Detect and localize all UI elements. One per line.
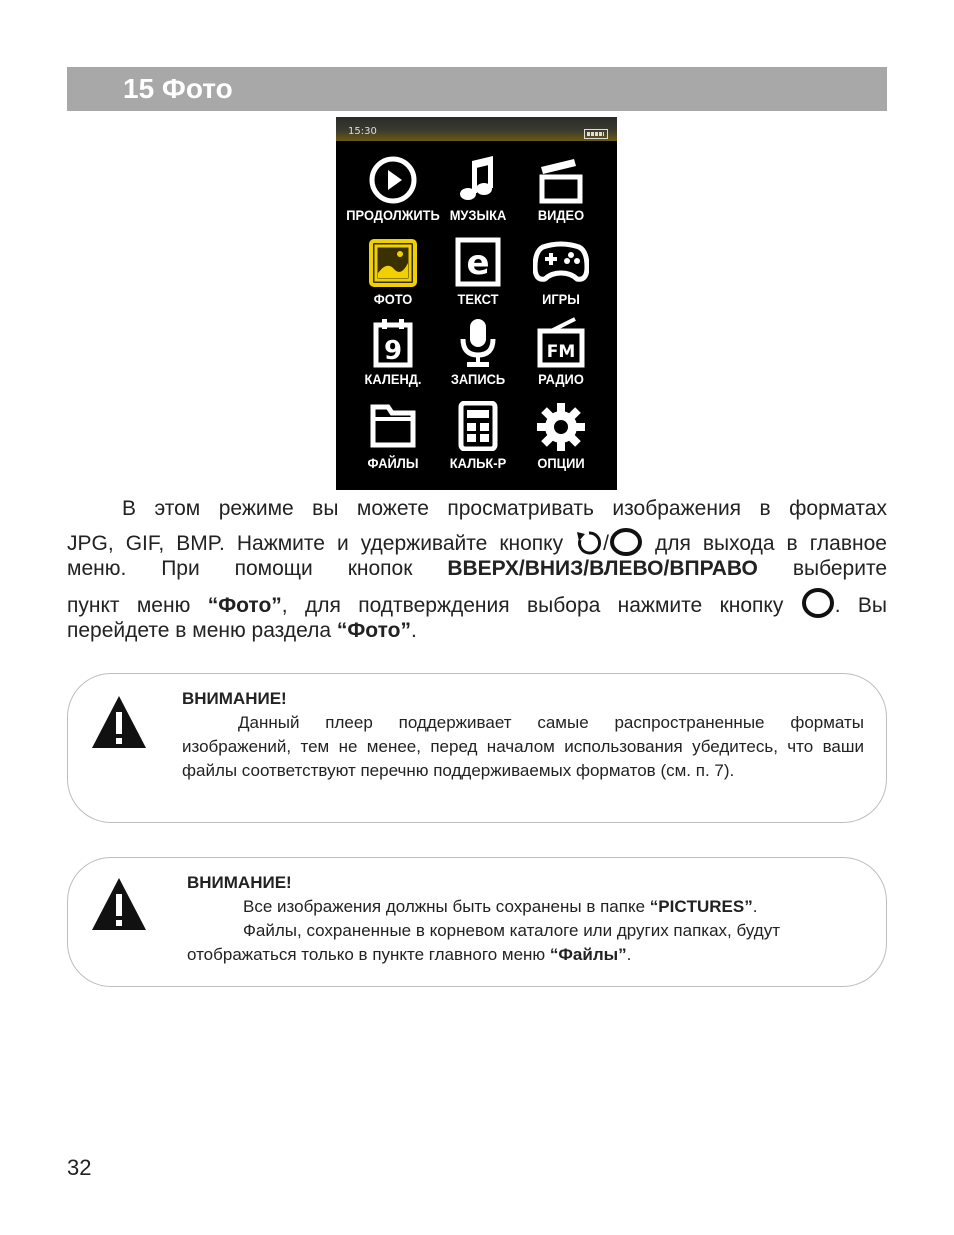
gear-icon [535, 401, 587, 453]
menu-item-games[interactable] [516, 237, 606, 307]
menu-label: ЗАПИСЬ [450, 371, 506, 387]
play-icon [368, 155, 418, 205]
menu-label: ВИДЕО [537, 207, 585, 223]
notice-title: ВНИМАНИЕ! [182, 689, 287, 708]
microphone-icon [453, 317, 503, 369]
menu-label: КАЛЬК-Р [449, 455, 507, 471]
menu-label: ФАЙЛЫ [367, 455, 419, 471]
ebook-icon [453, 237, 503, 287]
body-line-1: В этом режиме вы можете просматривать изображения в форматах [122, 497, 887, 520]
warning-icon [90, 694, 148, 750]
warning-notice-1 [67, 673, 887, 823]
ok-circle-icon [609, 528, 643, 556]
menu-label: ИГРЫ [542, 291, 580, 307]
menu-label: ТЕКСТ [457, 291, 499, 307]
notice-text-line-1: Все изображения должны быть сохранены в папке “PICTURES”. [243, 897, 758, 916]
section-header [67, 67, 887, 111]
page-number: 32 [67, 1155, 92, 1180]
battery-icon [584, 129, 608, 139]
menu-label: ФОТО [373, 291, 413, 307]
menu-item-radio[interactable] [516, 317, 606, 387]
menu-label: ПРОДОЛЖИТЬ [346, 207, 440, 223]
menu-item-photo[interactable] [348, 237, 438, 307]
menu-item-calendar[interactable] [348, 317, 438, 387]
notice-text-line-2: Файлы, сохраненные в корневом каталоге или других папках, будут [243, 921, 781, 940]
svg-text:9: 9 [383, 336, 403, 366]
body-line-2: JPG, GIF, BMP. Нажмите и удерживайте кнопку / для выхода в главное [67, 528, 887, 556]
photo-icon [367, 237, 419, 289]
menu-item-video[interactable] [516, 155, 606, 223]
menu-item-music[interactable] [433, 155, 523, 223]
folder-icon [368, 401, 418, 451]
body-line-4: пункт меню “Фото”, для подтверждения выбора нажмите кнопку . Вы [67, 588, 887, 618]
menu-label: РАДИО [538, 371, 584, 387]
ok-circle-icon [801, 588, 835, 618]
menu-item-files[interactable] [348, 401, 438, 471]
notice-text: Данный плеер поддерживает самые распространенные форматы изображений, тем не менее, перед началом использования убедитесь, что ваши файлы соответствуют перечню поддерживаемых форматов (см. п. 7). [182, 713, 864, 780]
calculator-icon [453, 401, 503, 451]
menu-label: ОПЦИИ [537, 455, 585, 471]
menu-item-calculator[interactable] [433, 401, 523, 471]
section-title: 15 Фото [123, 73, 233, 104]
notice-title: ВНИМАНИЕ! [187, 873, 292, 892]
menu-item-options[interactable] [516, 401, 606, 471]
notice-text-line-3: отображаться только в пункте главного меню “Файлы”. [187, 945, 632, 964]
gamepad-icon [533, 237, 589, 287]
radio-icon [535, 317, 587, 369]
svg-text:FM: FM [546, 342, 576, 362]
warning-notice-2 [67, 857, 887, 987]
menu-label: КАЛЕНД. [364, 371, 422, 387]
body-line-3: меню. При помощи кнопок ВВЕРХ/ВНИЗ/ВЛЕВО/ВПРАВО выберите [67, 557, 888, 580]
menu-label: МУЗЫКА [449, 207, 507, 223]
warning-icon [90, 876, 148, 932]
calendar-icon [368, 317, 418, 369]
back-rotate-icon [575, 530, 603, 556]
menu-item-record[interactable] [433, 317, 523, 387]
menu-item-text[interactable] [433, 237, 523, 307]
device-screen [336, 117, 617, 490]
svg-text:e: e [466, 243, 490, 283]
body-line-5: перейдете в меню раздела “Фото”. [67, 619, 417, 642]
clock: 15:30 [348, 126, 377, 137]
music-note-icon [453, 155, 503, 205]
clapperboard-icon [536, 155, 586, 205]
status-bar [336, 117, 617, 141]
menu-item-continue[interactable] [346, 155, 440, 223]
